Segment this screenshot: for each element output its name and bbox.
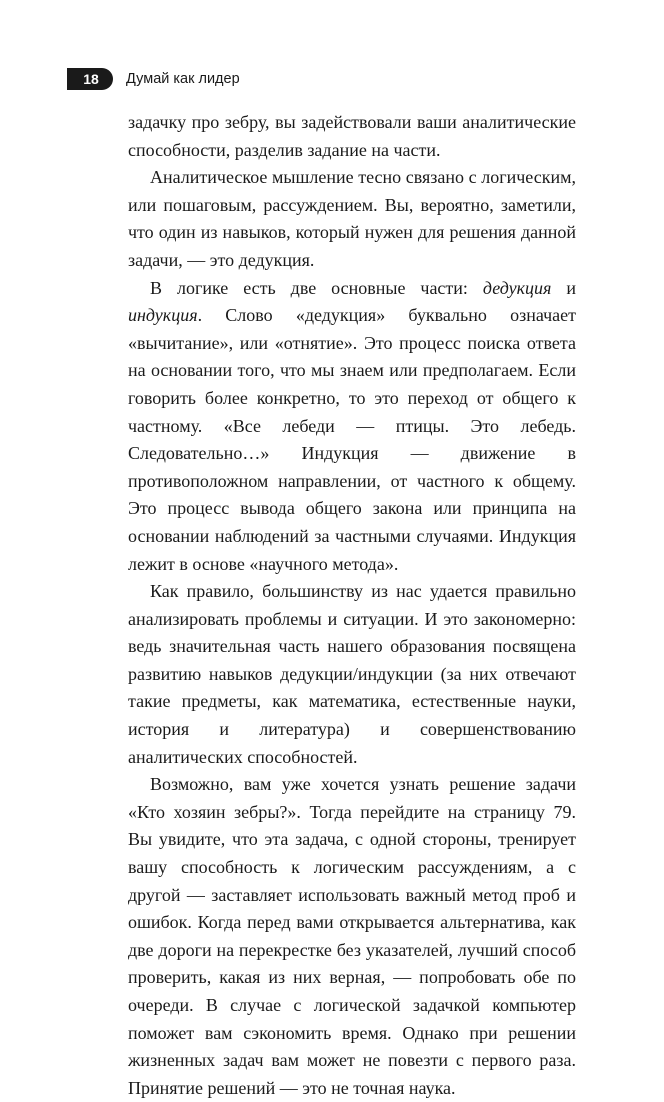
paragraph-2: Аналитическое мышление тесно связано с логическим, или пошаговым, рассуждением. Вы, вероятно, заметили, что один из навыков, который нужен для решения данной задачи, — это дедукция. [128,167,576,270]
body-text [128,109,576,1102]
page-header [67,68,240,90]
page-number-badge: 18 [67,68,113,90]
paragraph-1: задачку про зебру, вы задействовали ваши аналитические способности, разделив задание на части. [128,112,576,160]
paragraph-3 [128,275,576,579]
term-induction: индукция [128,305,198,326]
paragraph-4: Как правило, большинству из нас удается правильно анализировать проблемы и ситуации. И это закономерно: ведь значительная часть нашего образования посвящена развитию навыков дедукции/индукции (за них отвечают такие предметы, как математика, естественные науки, история и литература) и совершенствованию аналитических способностей. [128,581,576,767]
term-deduction: дедукция [482,277,552,298]
paragraph-5: Возможно, вам уже хочется узнать решение задачи «Кто хозяин зебры?». Тогда перейдите на страницу 79. Вы увидите, что эта задача, с одной стороны, тренирует вашу способность к логическим рассуждениям, а с другой — заставляет использовать важный метод проб и ошибок. Когда перед вами открывается альтернатива, как две дороги на перекрестке без указателей, лучший способ проверить, какая из них верная, — попробовать обе по очереди. В случае с логической задачкой компьютер поможет вам сэкономить время. Однако при решении жизненных задач вам может не повезти с первого раза. Принятие решений — это не точная наука. [128,774,576,1098]
paragraph-3-before: В логике есть две основные части: [150,277,483,298]
paragraph-3-after: . Слово «дедукция» буквально означает «вычитание», или «отнятие». Это процесс поиска ответа на основании того, что мы знаем или предполагаем. Если говорить более конкретно, то это переход от общего к частному. «Все лебеди — птицы. Это лебедь. Следовательно…» Индукция — движение в противоположном направлении, от частного к общему. Это процесс вывода общего закона или принципа на основании наблюдений за частными случаями. Индукция лежит в основе «научного метода». [128,305,576,574]
running-title: Думай как лидер [126,71,240,87]
paragraph-3-mid: и [551,277,576,298]
